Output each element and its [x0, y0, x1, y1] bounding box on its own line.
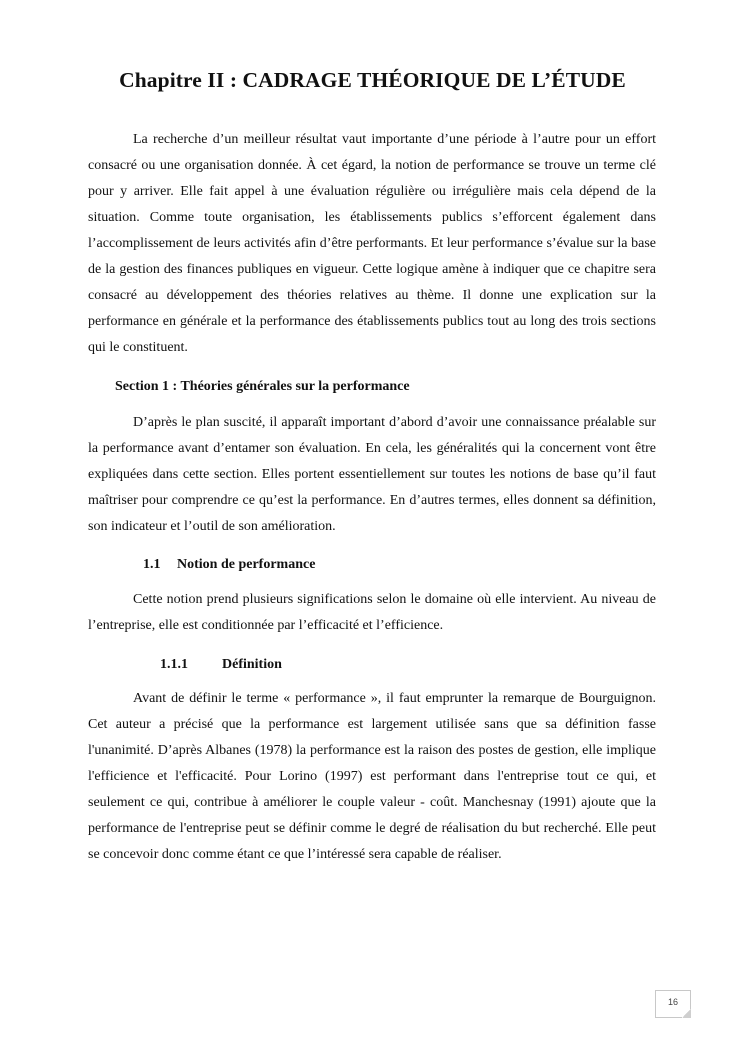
subsection-1-1-paragraph: Cette notion prend plusieurs significations selon le domaine où elle intervient. Au niveau de l’entreprise, elle est conditionnée par l’efficacité et l’efficience.: [88, 592, 656, 633]
intro-paragraph: La recherche d’un meilleur résultat vaut importante d’une période à l’autre pour un effort consacré ou une organisation donnée. À cet égard, la notion de performance se trouve un terme clé pour y arriver. Elle fait appel à une évaluation régulière ou irrégulière mais cela dépend de la situation. Comme toute organisation, les établissements publics s’efforcent également dans l’accomplissement de leurs activités afin d’être performants. Et leur performance s’évalue sur la base de la gestion des finances publiques en vigueur. Cette logique amène à indiquer que ce chapitre sera consacré au développement des théories relatives au thème. Il donne une explication sur la performance en générale et la performance des établissements publics tout au long des trois sections qui le constituent.: [88, 132, 656, 355]
page-number-box: [655, 990, 691, 1018]
subsection-1-1-1-title: Définition: [222, 657, 282, 672]
subsection-1-1-number: 1.1: [143, 557, 161, 572]
page-curl-decoration: [682, 1009, 691, 1018]
subsection-1-1-heading: [143, 557, 315, 573]
section-1-heading: Section 1 : Théories générales sur la performance: [115, 379, 410, 394]
section-1-paragraph: D’après le plan suscité, il apparaît important d’abord d’avoir une connaissance préalable sur la performance avant d’entamer son évaluation. En cela, les généralités qui la concernent vont être expliquées dans cette section. Elles portent essentiellement sur toutes les notions de base qu’il faut maîtriser pour comprendre ce qu’est la performance. En d’autres termes, elles donnent sa définition, son indicateur et l’outil de son amélioration.: [88, 415, 656, 534]
page-number: 16: [667, 997, 678, 1007]
subsection-1-1-1-number: 1.1.1: [160, 657, 188, 672]
subsection-1-1-title: Notion de performance: [177, 557, 316, 572]
chapter-title: Chapitre II : CADRAGE THÉORIQUE DE L’ÉTUDE: [119, 68, 626, 92]
subsection-1-1-1-heading: [160, 657, 282, 673]
subsection-1-1-1-paragraph: Avant de définir le terme « performance », il faut emprunter la remarque de Bourguignon. Cet auteur a précisé que la performance est largement utilisée sans que sa définition fasse l'unanimité. D’après Albanes (1978) la performance est la raison des postes de gestion, elle implique l'efficience et l'efficacité. Pour Lorino (1997) est performant dans l'entreprise tout ce qui, et seulement ce qui, contribue à améliorer le couple valeur - coût. Manchesnay (1991) ajoute que la performance de l'entreprise peut se définir comme le degré de réalisation du but recherché. Elle peut se concevoir donc comme étant ce que l’intéressé sera capable de réaliser.: [88, 691, 656, 862]
